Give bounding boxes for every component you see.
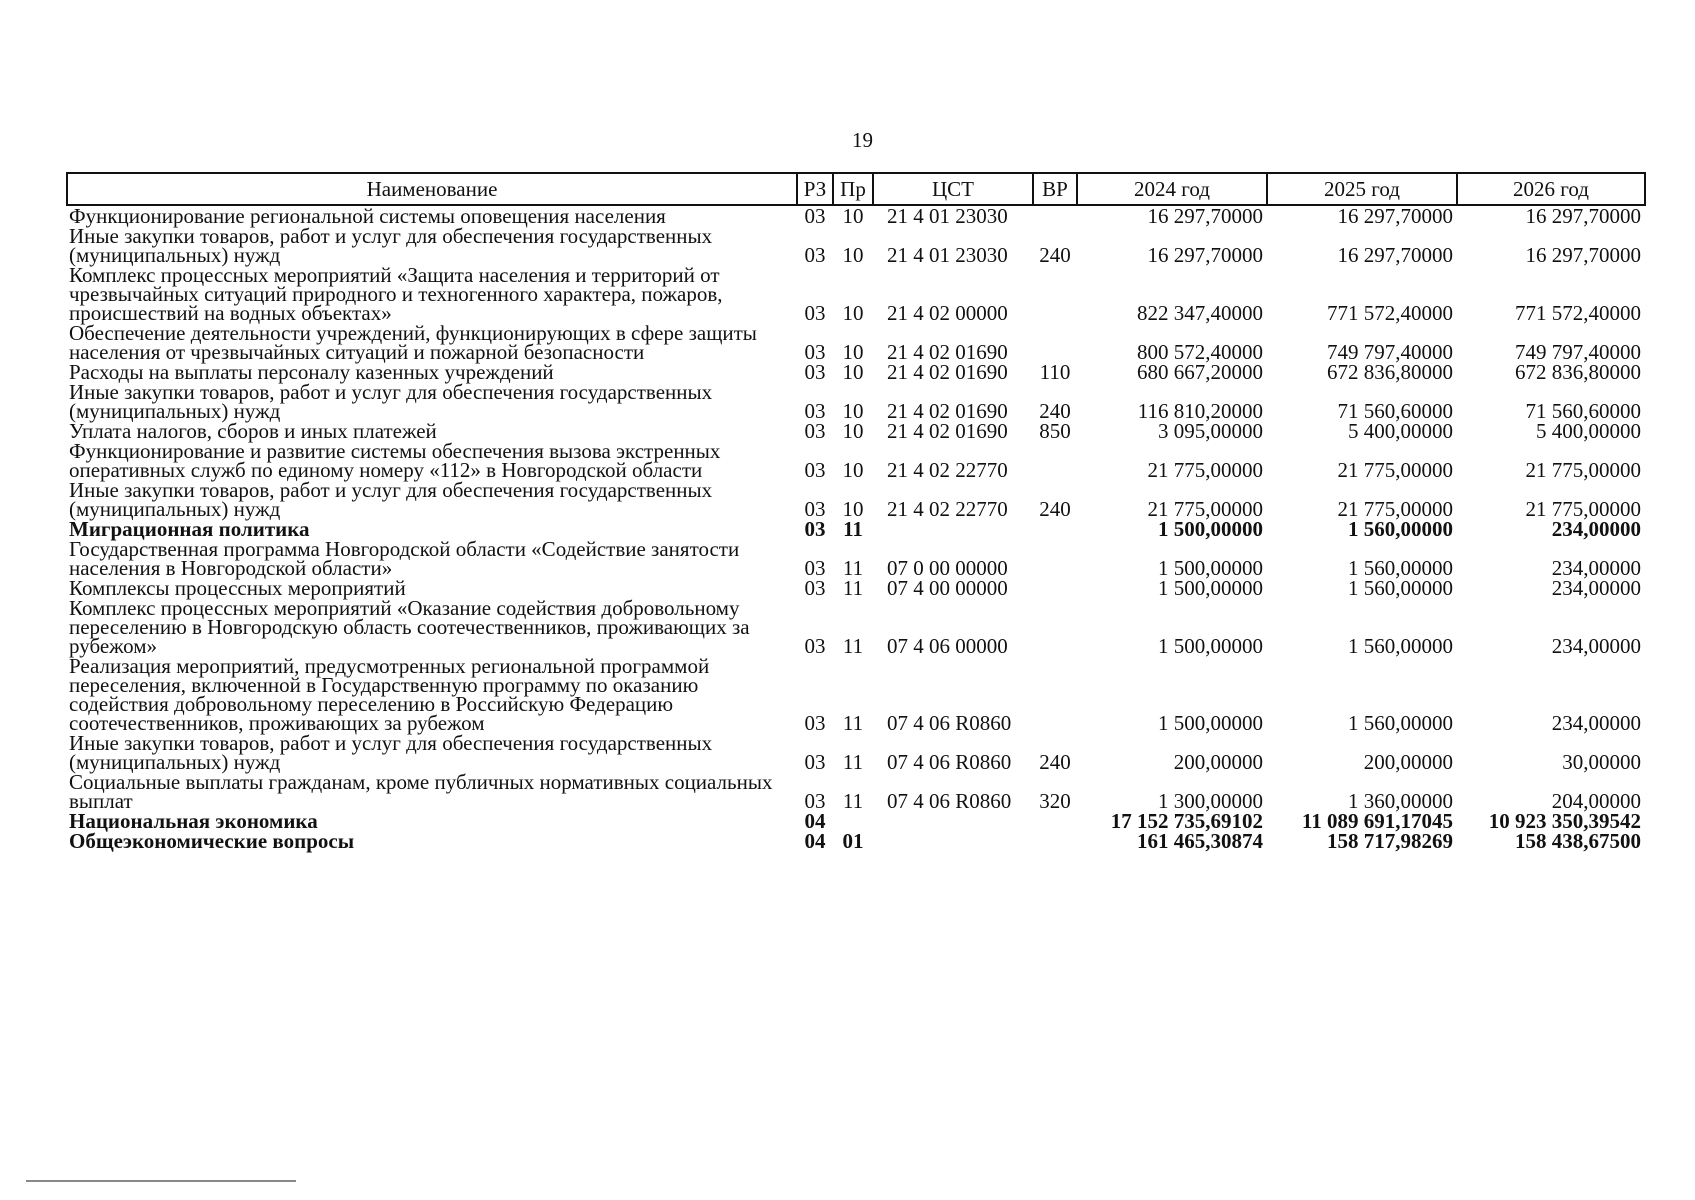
cell-2026: 234,00000 xyxy=(1551,576,1641,600)
cell-pr: 11 xyxy=(842,576,864,600)
cell-2025: 771 572,40000 xyxy=(1327,301,1453,325)
header-vr: ВР xyxy=(1033,173,1077,205)
cell-2024: 16 297,70000 xyxy=(1147,243,1263,267)
cell-vr: 850 xyxy=(1039,419,1071,443)
cell-2025: 5 400,00000 xyxy=(1348,419,1453,443)
cell-rz: 03 xyxy=(804,340,826,364)
cell-name: Общеэкономические вопросы xyxy=(69,829,355,853)
cell-name: Расходы на выплаты персоналу казенных учреждений xyxy=(69,360,554,384)
cell-pr: 11 xyxy=(842,789,864,813)
budget-table xyxy=(66,172,1646,851)
cell-pr: 10 xyxy=(842,204,864,228)
table-row xyxy=(67,811,1645,831)
cell-2025: 1 560,00000 xyxy=(1348,711,1453,735)
cell-2026: 234,00000 xyxy=(1551,556,1641,580)
cell-pr: 01 xyxy=(842,829,864,853)
cell-pr: 10 xyxy=(842,301,864,325)
cell-2026: 234,00000 xyxy=(1551,517,1641,541)
cell-name: Иные закупки товаров, работ и услуг для обеспечения государственных (муниципальных) нужд xyxy=(69,380,713,423)
cell-name: Уплата налогов, сборов и иных платежей xyxy=(69,419,437,443)
cell-cst: 21 4 02 22770 xyxy=(887,458,1008,482)
cell-2025: 672 836,80000 xyxy=(1327,360,1453,384)
cell-2026: 158 438,67500 xyxy=(1515,829,1641,853)
cell-vr xyxy=(1033,519,1077,539)
table-row xyxy=(67,733,1645,772)
cell-2025: 1 360,00000 xyxy=(1348,789,1453,813)
header-2026: 2026 год xyxy=(1457,173,1645,205)
cell-2024: 16 297,70000 xyxy=(1147,204,1263,228)
cell-name: Комплекс процессных мероприятий «Защита населения и территорий от чрезвычайных ситуаций природного и техногенного характера, пожаров, происшествий на водных объектах» xyxy=(69,263,723,325)
cell-vr: 320 xyxy=(1039,789,1071,813)
cell-2025: 1 560,00000 xyxy=(1348,556,1453,580)
cell-2024: 822 347,40000 xyxy=(1137,301,1263,325)
cell-rz: 03 xyxy=(804,243,826,267)
cell-2026: 16 297,70000 xyxy=(1525,243,1641,267)
table-row xyxy=(67,205,1645,226)
cell-name: Государственная программа Новгородской области «Содействие занятости населения в Новгородской области» xyxy=(69,537,740,580)
page-divider xyxy=(26,1180,296,1182)
cell-vr: 240 xyxy=(1039,243,1071,267)
table-row xyxy=(67,831,1645,851)
cell-pr: 11 xyxy=(842,556,864,580)
cell-2025: 21 775,00000 xyxy=(1337,497,1453,521)
cell-rz: 03 xyxy=(804,634,826,658)
table-row xyxy=(67,382,1645,421)
cell-rz: 03 xyxy=(804,750,826,774)
cell-2024: 1 500,00000 xyxy=(1158,634,1263,658)
cell-cst: 21 4 02 01690 xyxy=(887,340,1008,364)
cell-2026: 16 297,70000 xyxy=(1525,204,1641,228)
cell-pr: 11 xyxy=(842,711,864,735)
cell-2024: 17 152 735,69102 xyxy=(1110,809,1263,833)
table-row xyxy=(67,226,1645,265)
cell-2025: 11 089 691,17045 xyxy=(1301,809,1453,833)
cell-2024: 800 572,40000 xyxy=(1137,340,1263,364)
cell-2024: 21 775,00000 xyxy=(1147,497,1263,521)
cell-pr: 11 xyxy=(842,750,864,774)
cell-2025: 158 717,98269 xyxy=(1327,829,1453,853)
cell-pr: 10 xyxy=(842,399,864,423)
header-cst: ЦСТ xyxy=(873,173,1033,205)
cell-rz: 03 xyxy=(804,204,826,228)
cell-rz: 03 xyxy=(804,419,826,443)
cell-name: Иные закупки товаров, работ и услуг для обеспечения государственных (муниципальных) нужд xyxy=(69,478,713,521)
table-header-row xyxy=(67,173,1645,205)
cell-2025: 1 560,00000 xyxy=(1348,576,1453,600)
cell-2024: 680 667,20000 xyxy=(1137,360,1263,384)
cell-rz: 03 xyxy=(804,360,826,384)
cell-pr xyxy=(833,811,873,831)
cell-vr xyxy=(1033,265,1077,323)
cell-rz: 03 xyxy=(804,576,826,600)
cell-2026: 21 775,00000 xyxy=(1525,458,1641,482)
table-row xyxy=(67,323,1645,362)
cell-2026: 71 560,60000 xyxy=(1525,399,1641,423)
cell-2024: 161 465,30874 xyxy=(1137,829,1263,853)
cell-name: Обеспечение деятельности учреждений, функционирующих в сфере защиты населения от чрезвычайных ситуаций и пожарной безопасности xyxy=(69,321,757,364)
cell-2026: 672 836,80000 xyxy=(1515,360,1641,384)
cell-cst: 07 4 06 R0860 xyxy=(887,711,1012,735)
cell-pr: 11 xyxy=(842,634,864,658)
cell-name: Миграционная политика xyxy=(69,517,310,541)
cell-rz: 03 xyxy=(804,497,826,521)
cell-2025: 1 560,00000 xyxy=(1348,634,1453,658)
cell-cst: 21 4 02 01690 xyxy=(887,419,1008,443)
cell-cst xyxy=(873,811,1033,831)
table-row xyxy=(67,480,1645,519)
cell-name: Функционирование региональной системы оповещения населения xyxy=(69,204,666,228)
table-row xyxy=(67,598,1645,656)
cell-2026: 234,00000 xyxy=(1551,634,1641,658)
cell-rz: 04 xyxy=(804,809,826,833)
table-body xyxy=(67,205,1645,851)
table-row xyxy=(67,772,1645,811)
cell-name: Реализация мероприятий, предусмотренных региональной программой переселения, включенной в Государственную программу по оказанию содействия добровольному переселению в Российскую Федерацию соотечественников, проживающих за рубежом xyxy=(69,654,710,735)
cell-name: Национальная экономика xyxy=(69,809,318,833)
cell-2026: 749 797,40000 xyxy=(1515,340,1641,364)
cell-vr xyxy=(1033,598,1077,656)
cell-rz: 03 xyxy=(804,458,826,482)
cell-2025: 71 560,60000 xyxy=(1337,399,1453,423)
header-2024: 2024 год xyxy=(1077,173,1267,205)
page-number: 19 xyxy=(852,128,873,152)
cell-2026: 204,00000 xyxy=(1551,789,1641,813)
cell-pr: 10 xyxy=(842,419,864,443)
cell-vr xyxy=(1033,205,1077,226)
cell-vr: 240 xyxy=(1039,750,1071,774)
table-row xyxy=(67,519,1645,539)
header-pr: Пр xyxy=(833,173,873,205)
cell-rz: 03 xyxy=(804,301,826,325)
cell-rz: 03 xyxy=(804,556,826,580)
cell-pr: 11 xyxy=(843,517,863,541)
cell-2024: 1 500,00000 xyxy=(1158,556,1263,580)
cell-cst: 07 4 06 R0860 xyxy=(887,789,1012,813)
cell-2025: 21 775,00000 xyxy=(1337,458,1453,482)
cell-vr xyxy=(1033,656,1077,733)
header-2025: 2025 год xyxy=(1267,173,1457,205)
cell-rz: 03 xyxy=(804,399,826,423)
cell-rz: 03 xyxy=(804,789,826,813)
cell-cst: 21 4 01 23030 xyxy=(887,204,1008,228)
cell-vr xyxy=(1033,578,1077,598)
cell-2024: 1 500,00000 xyxy=(1158,517,1263,541)
cell-rz: 04 xyxy=(804,829,826,853)
cell-vr: 240 xyxy=(1039,399,1071,423)
cell-cst: 21 4 02 01690 xyxy=(887,399,1008,423)
cell-2026: 234,00000 xyxy=(1551,711,1641,735)
cell-cst: 07 4 06 R0860 xyxy=(887,750,1012,774)
cell-vr xyxy=(1033,539,1077,578)
cell-2024: 116 810,20000 xyxy=(1137,399,1263,423)
cell-cst xyxy=(873,831,1033,851)
header-name: Наименование xyxy=(67,173,797,205)
cell-pr: 10 xyxy=(842,360,864,384)
cell-name: Иные закупки товаров, работ и услуг для обеспечения государственных (муниципальных) нужд xyxy=(69,731,713,774)
cell-2025: 749 797,40000 xyxy=(1327,340,1453,364)
cell-2026: 21 775,00000 xyxy=(1525,497,1641,521)
cell-rz: 03 xyxy=(804,711,826,735)
cell-name: Комплекс процессных мероприятий «Оказание содействия добровольному переселению в Новгородскую область соотечественников, проживающих за рубежом» xyxy=(69,596,750,658)
cell-2024: 200,00000 xyxy=(1173,750,1263,774)
table-row xyxy=(67,578,1645,598)
cell-2024: 21 775,00000 xyxy=(1147,458,1263,482)
cell-2025: 1 560,00000 xyxy=(1348,517,1453,541)
cell-2026: 771 572,40000 xyxy=(1515,301,1641,325)
cell-2026: 10 923 350,39542 xyxy=(1488,809,1641,833)
cell-vr xyxy=(1033,441,1077,480)
cell-vr xyxy=(1033,323,1077,362)
cell-2026: 30,00000 xyxy=(1562,750,1641,774)
cell-2025: 16 297,70000 xyxy=(1337,243,1453,267)
cell-pr: 10 xyxy=(842,458,864,482)
cell-2024: 1 500,00000 xyxy=(1158,711,1263,735)
table-row xyxy=(67,362,1645,382)
cell-pr: 10 xyxy=(842,243,864,267)
cell-name: Социальные выплаты гражданам, кроме публичных нормативных социальных выплат xyxy=(69,770,773,813)
table-row xyxy=(67,539,1645,578)
cell-cst: 21 4 02 01690 xyxy=(887,360,1008,384)
cell-name: Комплексы процессных мероприятий xyxy=(69,576,406,600)
cell-cst: 07 4 06 00000 xyxy=(887,634,1008,658)
table-row xyxy=(67,441,1645,480)
cell-vr: 240 xyxy=(1039,497,1071,521)
cell-vr xyxy=(1033,811,1077,831)
cell-pr: 10 xyxy=(842,497,864,521)
cell-vr xyxy=(1033,831,1077,851)
table-row xyxy=(67,265,1645,323)
cell-cst: 07 4 00 00000 xyxy=(887,576,1008,600)
cell-2024: 1 300,00000 xyxy=(1158,789,1263,813)
cell-name: Функционирование и развитие системы обеспечения вызова экстренных оперативных служб по единому номеру «112» в Новгородской области xyxy=(69,439,721,482)
cell-cst: 07 0 00 00000 xyxy=(887,556,1008,580)
cell-vr: 110 xyxy=(1039,360,1071,384)
cell-2026: 5 400,00000 xyxy=(1536,419,1641,443)
cell-cst: 21 4 02 00000 xyxy=(887,301,1008,325)
cell-rz: 03 xyxy=(804,517,826,541)
table-row xyxy=(67,656,1645,733)
cell-2024: 1 500,00000 xyxy=(1158,576,1263,600)
cell-cst: 21 4 02 22770 xyxy=(887,497,1008,521)
cell-cst xyxy=(873,519,1033,539)
cell-name: Иные закупки товаров, работ и услуг для обеспечения государственных (муниципальных) нужд xyxy=(69,224,713,267)
cell-pr: 10 xyxy=(842,340,864,364)
table-row xyxy=(67,421,1645,441)
cell-2024: 3 095,00000 xyxy=(1158,419,1263,443)
cell-2025: 16 297,70000 xyxy=(1337,204,1453,228)
cell-2025: 200,00000 xyxy=(1363,750,1453,774)
cell-cst: 21 4 01 23030 xyxy=(887,243,1008,267)
header-rz: РЗ xyxy=(797,173,833,205)
